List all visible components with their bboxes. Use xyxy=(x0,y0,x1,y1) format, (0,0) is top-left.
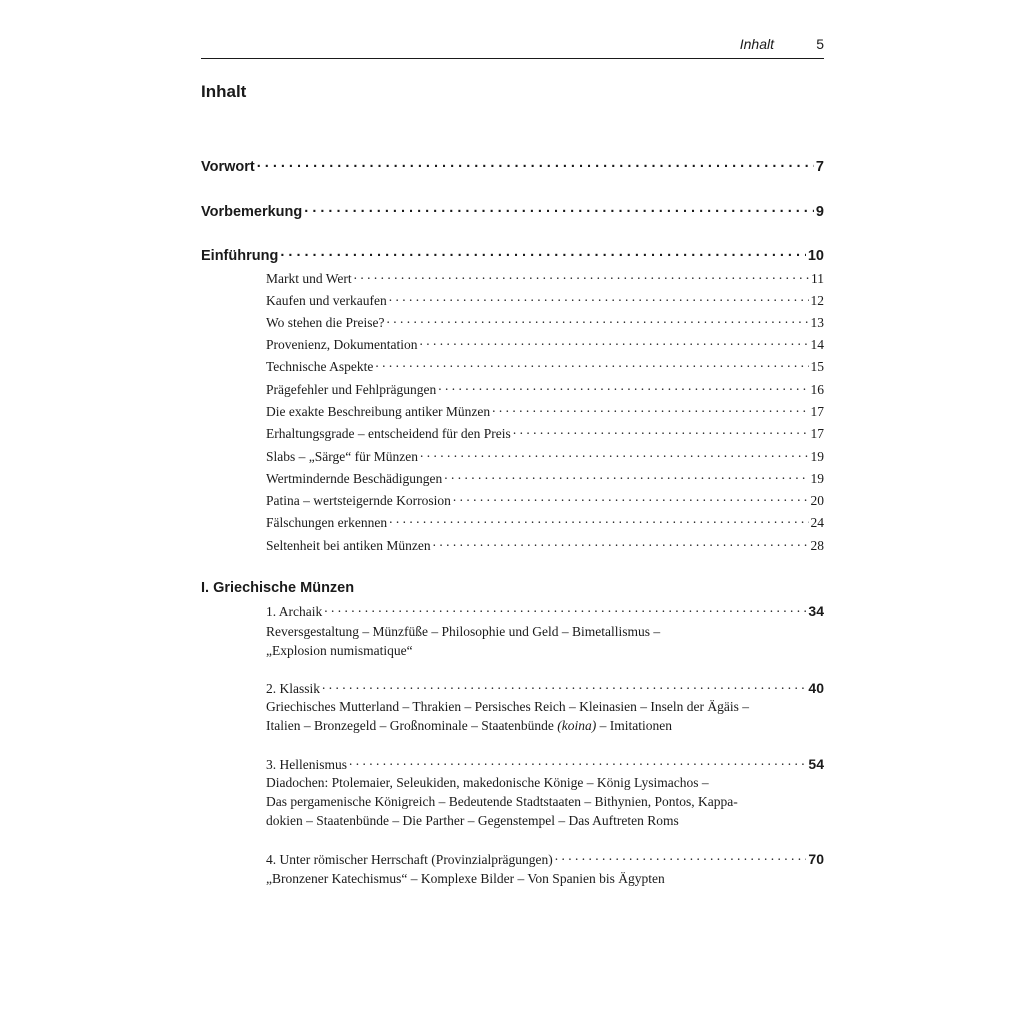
toc-chapter-page: 70 xyxy=(808,850,824,867)
description-line: Italien – Bronzegeld – Großnominale – Staatenbünde (koina) – Imitationen xyxy=(266,718,673,733)
description-line: „Explosion numismatique“ xyxy=(266,643,413,658)
toc-chapter-label: 3. Hellenismus xyxy=(266,756,347,772)
leader-dots xyxy=(438,380,808,394)
leader-dots xyxy=(492,402,808,416)
toc-subentry[interactable] xyxy=(266,269,824,287)
toc-entry-label: Vorbemerkung xyxy=(201,203,303,220)
leader-dots xyxy=(433,536,809,550)
section-heading: I. Griechische Münzen xyxy=(201,580,355,596)
toc-subentry[interactable] xyxy=(266,402,824,420)
toc-subentry-page: 17 xyxy=(810,425,824,441)
toc-subentry-label: Die exakte Beschreibung antiker Münzen xyxy=(266,403,491,419)
description-line: Griechisches Mutterland – Thrakien – Persisches Reich – Kleinasien – Inseln der Ägäis – xyxy=(266,699,750,714)
toc-subentry[interactable] xyxy=(266,291,824,309)
leader-dots xyxy=(419,335,808,349)
toc-subentry[interactable] xyxy=(266,380,824,398)
description-line: Diadochen: Ptolemaier, Seleukiden, makedonische Könige – König Lysimachos – xyxy=(266,775,709,790)
toc-subentry-page: 14 xyxy=(810,336,824,352)
toc-chapter-label: 2. Klassik xyxy=(266,680,320,696)
toc-subentry-page: 20 xyxy=(810,492,824,508)
toc-subentry-label: Technische Aspekte xyxy=(266,358,374,374)
toc-subentry-label: Prägefehler und Fehlprägungen xyxy=(266,381,437,397)
running-head-title: Inhalt xyxy=(739,36,774,52)
toc-subentry[interactable] xyxy=(266,536,824,554)
description-line: dokien – Staatenbünde – Die Parther – Gegenstempel – Das Auftreten Roms xyxy=(266,813,679,828)
toc-chapter-hellenismus[interactable] xyxy=(266,755,824,773)
toc-subentry-page: 13 xyxy=(810,314,824,330)
toc-chapter-klassik[interactable] xyxy=(266,679,824,697)
toc-subentry[interactable] xyxy=(266,335,824,353)
toc-subentry-page: 15 xyxy=(810,358,824,374)
leader-dots xyxy=(453,491,809,505)
toc-entry-vorbemerkung[interactable] xyxy=(201,201,824,220)
toc-subentry[interactable] xyxy=(266,469,824,487)
toc-subentry-page: 11 xyxy=(811,270,824,286)
page-title: Inhalt xyxy=(201,82,247,101)
running-head xyxy=(201,34,824,59)
toc-subentry-label: Patina – wertsteigernde Korrosion xyxy=(266,492,451,508)
chapter-description xyxy=(266,773,824,830)
toc-chapter-archaik[interactable] xyxy=(266,602,824,620)
toc-subentry-page: 19 xyxy=(810,448,824,464)
toc-subentry-page: 12 xyxy=(810,292,824,308)
toc-chapter-page: 40 xyxy=(808,679,824,696)
toc-subentry-label: Provenienz, Dokumentation xyxy=(266,336,418,352)
toc-subentry[interactable] xyxy=(266,424,824,442)
toc-chapter-label: 1. Archaik xyxy=(266,603,323,619)
toc-subentry-label: Kaufen und verkaufen xyxy=(266,292,387,308)
toc-subentry[interactable] xyxy=(266,447,824,465)
toc-subentry[interactable] xyxy=(266,313,824,331)
chapter-description xyxy=(266,869,786,888)
description-line: Das pergamenische Königreich – Bedeutende Stadtstaaten – Bithynien, Pontos, Kappa- xyxy=(266,794,738,809)
toc-chapter-label: 4. Unter römischer Herrschaft (Provinzialprägungen) xyxy=(266,851,553,867)
toc-entry-einfuehrung[interactable] xyxy=(201,245,824,264)
chapter-description xyxy=(266,622,786,660)
toc-entry-page: 7 xyxy=(815,158,824,175)
leader-dots xyxy=(513,424,809,438)
leader-dots xyxy=(375,357,808,371)
toc-subentry-label: Fälschungen erkennen xyxy=(266,514,388,530)
toc-subentry-label: Seltenheit bei antiken Münzen xyxy=(266,537,431,553)
toc-subentry-page: 28 xyxy=(810,537,824,553)
running-head-page-number: 5 xyxy=(816,36,824,52)
leader-dots xyxy=(349,755,806,769)
leader-dots xyxy=(389,291,809,305)
toc-subentry[interactable] xyxy=(266,513,824,531)
toc-subentry-page: 24 xyxy=(810,514,824,530)
toc-entry-label: Vorwort xyxy=(201,158,255,175)
leader-dots xyxy=(387,313,809,327)
description-line: Reversgestaltung – Münzfüße – Philosophie und Geld – Bimetallismus – xyxy=(266,624,661,639)
leader-dots xyxy=(555,850,807,864)
toc-subentry-label: Slabs – „Särge“ für Münzen xyxy=(266,448,418,464)
toc-subentry-page: 16 xyxy=(810,381,824,397)
toc-subentry[interactable] xyxy=(266,491,824,509)
toc-chapter-roemische-herrschaft[interactable] xyxy=(266,850,824,868)
leader-dots xyxy=(304,201,814,216)
toc-subentry-label: Wo stehen die Preise? xyxy=(266,314,385,330)
toc-entry-vorwort[interactable] xyxy=(201,156,824,175)
leader-dots xyxy=(389,513,808,527)
toc-entry-label: Einführung xyxy=(201,247,279,264)
leader-dots xyxy=(322,679,806,693)
leader-dots xyxy=(257,156,814,171)
leader-dots xyxy=(444,469,808,483)
leader-dots xyxy=(420,447,809,461)
leader-dots xyxy=(280,245,806,260)
toc-subentry[interactable] xyxy=(266,357,824,375)
leader-dots xyxy=(354,269,809,283)
leader-dots xyxy=(324,602,806,616)
toc-subentry-label: Erhaltungsgrade – entscheidend für den Preis xyxy=(266,425,511,441)
toc-subentry-label: Markt und Wert xyxy=(266,270,352,286)
toc-entry-page: 9 xyxy=(815,203,824,220)
toc-entry-page: 10 xyxy=(807,247,824,264)
toc-subentry-label: Wertmindernde Beschädigungen xyxy=(266,470,443,486)
chapter-description xyxy=(266,697,824,735)
toc-chapter-page: 54 xyxy=(808,755,824,772)
toc-subentry-page: 19 xyxy=(810,470,824,486)
description-line: „Bronzener Katechismus“ – Komplexe Bilder – Von Spanien bis Ägypten xyxy=(266,871,665,886)
toc-subentry-page: 17 xyxy=(810,403,824,419)
toc-chapter-page: 34 xyxy=(808,602,824,619)
